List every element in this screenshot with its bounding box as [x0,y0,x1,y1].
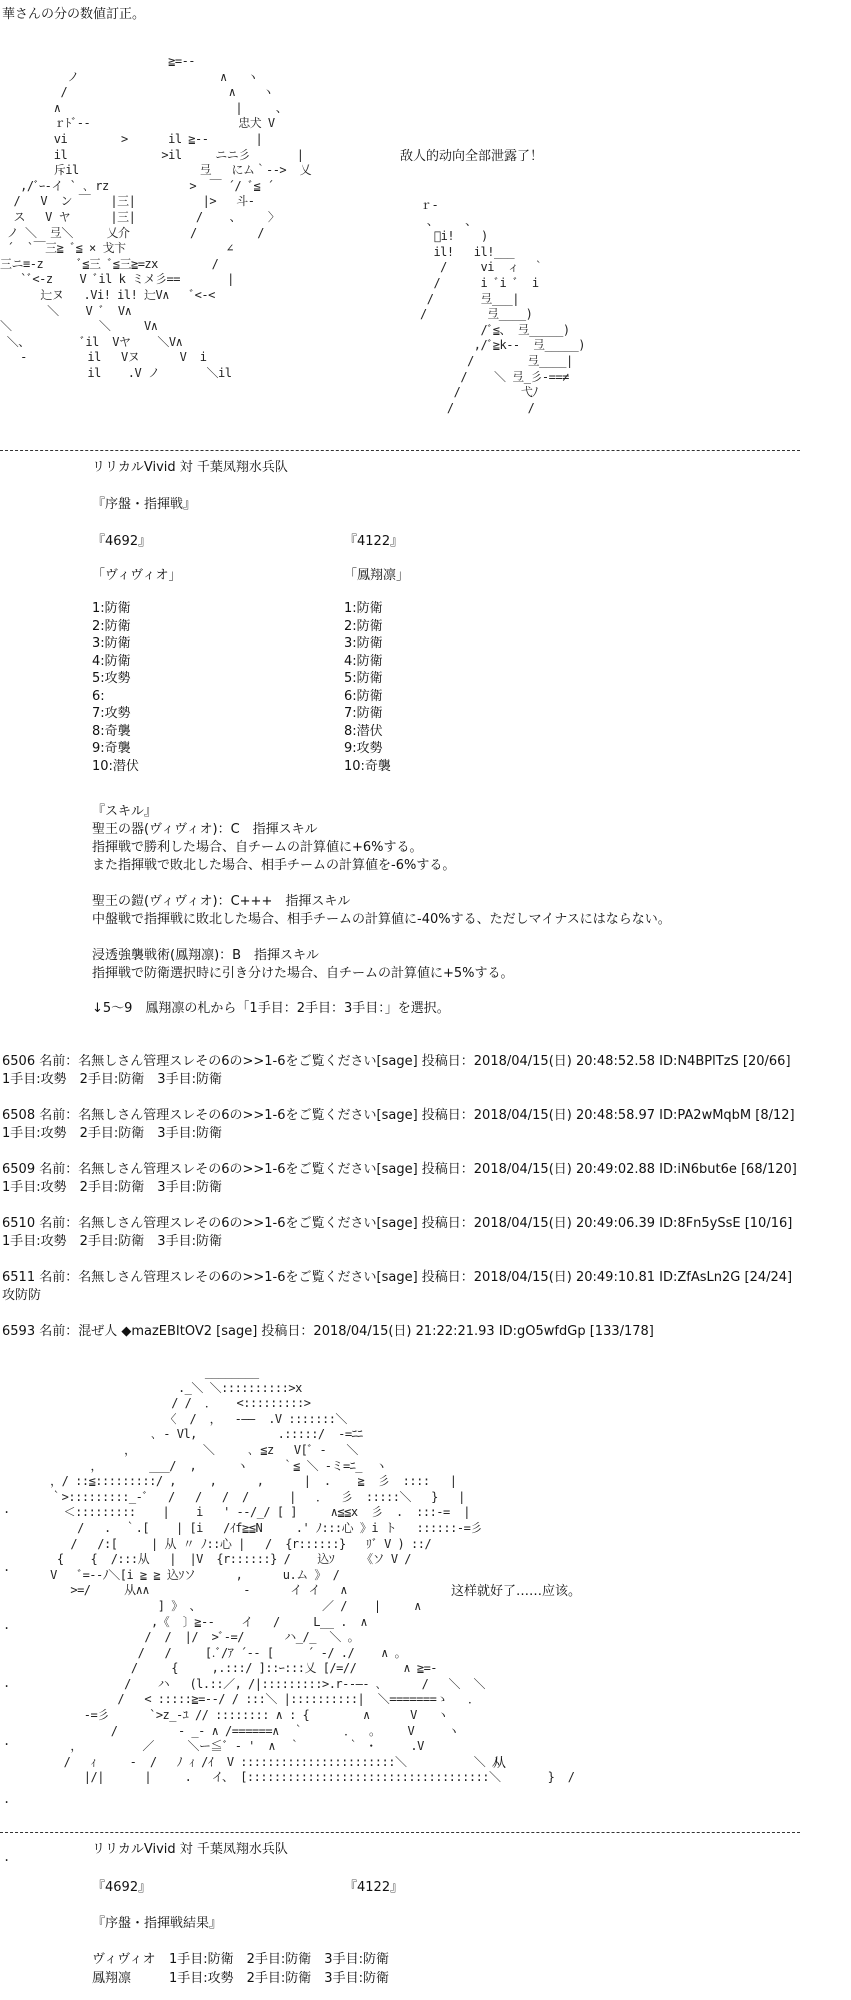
right-move: 7:防衛 [344,706,383,721]
post-header: 6508 名前：名無しさん管理スレその6の>>1-6をご覧ください[sage] 投稿日：2018/04/15(日) 20:48:58.97 ID:PA2wMqbM [8/12] [2,1108,795,1123]
left-move: 4:防衛 [92,653,131,669]
match-title-2: リリカルVivid 対 千葉凤翔水兵队 [92,1842,288,1857]
right-value: 『4122』 [344,534,404,549]
right-move: 1:防衛 [344,601,383,616]
post-body: 1手目:攻勢 2手目:防衛 3手目:防衛 [2,1180,222,1195]
skill-2-title: 聖王の鎧(ヴィヴィオ)：C+++ 指揮スキル [92,894,351,909]
ascii-art-dots: . . . . . . . [3,1502,10,1864]
skill-1-title: 聖王の器(ヴィヴィオ)：C 指揮スキル [92,822,318,837]
instruction-line: ↓5〜9 鳳翔凛の札から「1手目：2手目：3手目：」を選択。 [92,1001,450,1016]
divider [0,450,800,451]
left-move: 6: [92,688,105,704]
ascii-art-character: ________ ._＼ ＼::::::::::>x / / ． <:::::::::> 〈 / ， ‐―― .V :::::::＼ ､ ‐ Vl, .:::::/ ‐=ﾆﾆ ， ＼ ､ ≦z V[ﾞ ‐ ＼ ， ___/ , ヽ ｀≦ ＼ ‐ミ=ﾆ_ ヽ ，/ ::≦:::::::::/ , , , | . ≧ 彡 :::: | ｀>:::::::::_‐ﾞ / / / / | ． 彡 :::::＼ } | ＜::::::::: | i ' ‐-/_/ [ ] ∧≦≦x 彡 . :::‐= | / . ｀.[ | [i /ｲf≧≦N .' ﾉ:::心 》i ト ::::::‐=彡 / /:[ | 从 〃 ﾉ::心 | / {r::::::} ﾘﾞ V ) ::/ { { /:::从 | |V {r::::::} / 込ｿ 《ソ V / V ﾞ=--ﾉ＼[i ≧ ≧ 込ｿソ , u.ム 》 / >=/ 从∧∧ - イ イ ∧ ] 》 、 ／ / | ∧ ,《 〕≧‐- イ / L__ . ∧ / / |/ >ﾞ‐=/ ハ_/_ ＼ 。 / / [.ﾞ/ｱ ´‐‐ [ ´ ‐/ ./ ∧ 。 / { ,.:::/ ]::ｰ:::乂 [/=// ∧ ≧=- / ハ (l.::／, /|:::::::::>.r‐‐―- ､ / ＼ ＼ / < :::::≧=‐-/ / :::＼ |::::::::::| ＼=======ゝ ． ‐=彡 `>z_‐ﾕ // :::::::: ∧ : { ∧ V ヽ / ‐ _‐ ∧ /======∧ ｀ ． 。 V ヽ ， ／ ＼ー≦ﾞ ‐ ' ∧ ｀ ｀ ・ .V / ｨ ‐ / ﾉ ｨ /ｲ V :::::::::::::::::::::::＼ ＼ ﾉ |/| | . イ、 [::::::::::::::::::::::::::::::::::::＼ } / [50,1365,575,1785]
op-post-header: 6593 名前：混ぜ人 ◆mazEBItOV2 [sage] 投稿日：2018/04/15(日) 21:22:21.93 ID:gO5wfdGp [133/178] [2,1324,654,1339]
skill-1-line-2: また指揮戦で敗北した場合、相手チームの計算値を-6%する。 [92,858,456,873]
right-move: 8:潜伏 [344,723,383,739]
ascii-art-dog-scene: ≧=‐- ノ ∧ ヽ / ∧ ヽ ∧ | 、 ｒﾄﾞ‐- 忠犬 V vi > il ≧‐- | il >il ニニ彡 | 斥il 弖 にム｀--> 乂 ,/ﾞｰ-イ ` ､ rz > ￣ ´/ ﾞ≦ ´ / V ン ￣ |三| |> 斗‐ ス V ヤ |三| / 、 〉 ノ ＼ 弖＼ 乂介 / / ´ `￣三≧ ﾞ≦ × 戈卞 ∠ 三ニ≡-z ﾞ≦三 ﾞ≦三≧=zx / `ﾞ<-z V ﾞil k ミメ彡== | 辷ヌ .Vi! il! 辷V∧ ﾞ<-< ＼ V ﾞ V∧ ＼ ＼ V∧ ＼、 ﾞil Vヤ ＼V∧ ‐ il Vヌ V i il .V ノ ＼il [0,54,312,380]
skill-3-line-1: 指揮戦で防衛選択時に引き分けた場合、自チームの計算値に+5%する。 [92,966,514,981]
speech-text-1: 敌人的动向全部泄露了！ [400,149,544,164]
post-body: 1手目:攻勢 2手目:防衛 3手目:防衛 [2,1126,222,1141]
right-move: 6:防衛 [344,688,383,704]
ascii-art-label: 从 [493,1756,507,1771]
result-name: ヴィヴィオ [92,1952,156,1967]
left-move: 1:防衛 [92,601,131,616]
right-move: 2:防衛 [344,618,383,634]
skills-header: 『スキル』 [92,804,157,819]
left-move: 9:奇襲 [92,741,131,756]
right-team-name: 「鳳翔凛」 [344,568,410,583]
left-move: 8:奇襲 [92,723,131,739]
skill-3-title: 浸透強襲戦術(鳳翔凛)：B 指揮スキル [92,948,319,963]
result-name: 鳳翔凛 [92,1971,132,1986]
left-move: 10:潜伏 [92,758,139,774]
result-moves: 1手目:攻勢 2手目:防衛 3手目:防衛 [169,1971,389,1986]
left-move: 5:攻勢 [92,671,131,686]
post-header: 6511 名前：名無しさん管理スレその6の>>1-6をご覧ください[sage] 投稿日：2018/04/15(日) 20:49:10.81 ID:ZfAsLn2G [24/24] [2,1270,793,1285]
right-move: 9:攻勢 [344,741,383,756]
post-body: 1手目:攻勢 2手目:防衛 3手目:防衛 [2,1072,222,1087]
left-move: 2:防衛 [92,618,131,634]
phase-title: 『序盤・指揮戦』 [92,497,197,512]
post-header: 6510 名前：名無しさん管理スレその6の>>1-6をご覧ください[sage] 投稿日：2018/04/15(日) 20:49:06.39 ID:8Fn5ySsE [10/16] [2,1216,793,1231]
left-move-list [92,600,139,775]
right-move: 3:防衛 [344,636,383,651]
left-team-name: 「ヴィヴィオ」 [92,568,182,583]
right-move: 4:防衛 [344,653,383,669]
post-body: 1手目:攻勢 2手目:防衛 3手目:防衛 [2,1234,222,1249]
speech-text-2: 这样就好了……应该。 [451,1584,582,1599]
right-move-list [344,600,391,775]
left-value-2: 『4692』 [92,1880,152,1895]
skill-2-line-1: 中盤戦で指揮戦に敗北した場合、相手チームの計算値に-40%する、ただしマイナスにはならない。 [92,912,671,927]
result-phase-title: 『序盤・指揮戦結果』 [92,1916,223,1931]
result-moves: 1手目:防衛 2手目:防衛 3手目:防衛 [169,1952,389,1967]
right-move: 10:奇襲 [344,758,391,774]
post-header: 6506 名前：名無しさん管理スレその6の>>1-6をご覧ください[sage] 投稿日：2018/04/15(日) 20:48:52.58 ID:N4BPlTzS [20/66] [2,1054,791,1069]
ascii-art-figure-right: ｒ- 、 、 ﾞi! ) il! il!___ / vi ィ ｀ / i ﾞi ﾞ i / 弖___| / 弖____) /ﾞ≦、 弖_____) ,/ﾞ≧k-‐ 弖_____) / 弖____| / ＼ 弖_彡‐==≠ / 弋ﾉ / / [420,198,585,415]
right-move: 5:防衛 [344,671,383,686]
divider [0,1832,800,1833]
right-value-2: 『4122』 [344,1880,404,1895]
post-header: 6509 名前：名無しさん管理スレその6の>>1-6をご覧ください[sage] 投稿日：2018/04/15(日) 20:49:02.88 ID:iN6but6e [68/120] [2,1162,797,1177]
top-note: 華さんの分の数値訂正。 [2,7,146,22]
post-body: 攻防防 [2,1288,42,1303]
skill-1-line-1: 指揮戦で勝利した場合、自チームの計算値に+6%する。 [92,840,423,855]
left-value: 『4692』 [92,534,152,549]
left-move: 3:防衛 [92,636,131,651]
match-title: リリカルVivid 対 千葉凤翔水兵队 [92,460,288,475]
left-move: 7:攻勢 [92,706,131,721]
